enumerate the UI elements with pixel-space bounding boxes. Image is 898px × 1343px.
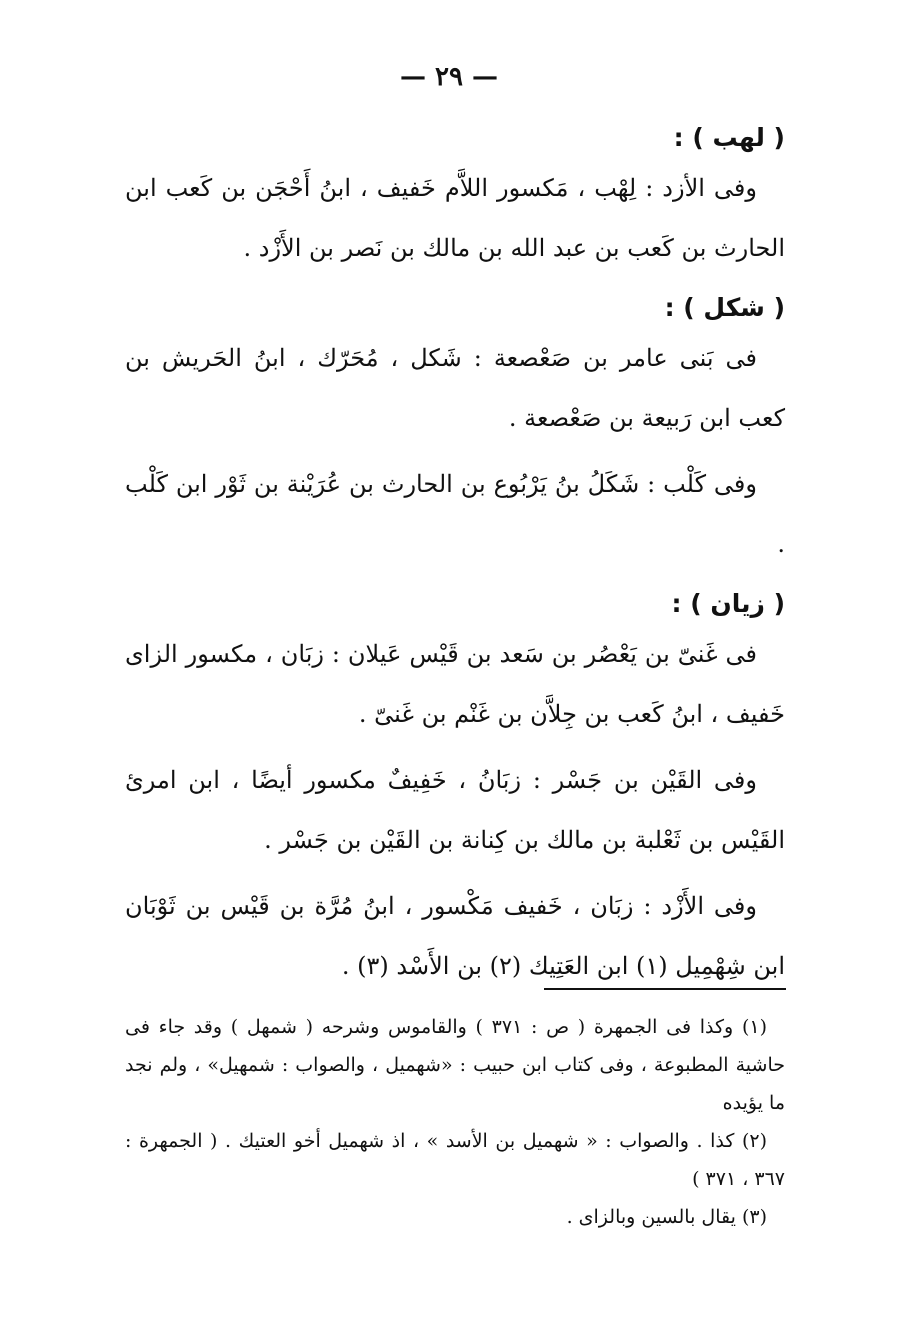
page-number: — ٢٩ — bbox=[399, 62, 499, 92]
footnotes bbox=[125, 1008, 785, 1236]
paragraph-ziyan-azd: وفى الأَزْد : زبَان ، خَفيف مَكْسور ، ابنُ مُرَّة بن قَيْس بن ثَوْبَان ابن شِهْمِيل (١) ابن العَتِيك (٢) بن الأَسْد (٣) . bbox=[125, 892, 785, 980]
paragraph-ziyan-ghani: فى غَنىّ بن يَعْصُر بن سَعد بن قَيْس عَيلان : زبَان ، مكسور الزاى خَفيف ، ابنُ كَعب بن جِلاَّن بن غَنْم بن غَنىّ . bbox=[125, 640, 785, 728]
section-heading-shakl: ( شكل ) : bbox=[664, 293, 785, 322]
footnote-2: (٢) كذا . والصواب : « شهميل بن الأسد » ، اذ شهميل أخو العتيك . ( الجمهرة : ٣٦٧ ، ٣٧١ ) bbox=[125, 1130, 785, 1190]
paragraph-shakl-amir: فى بَنى عامر بن صَعْصعة : شَكل ، مُحَرّك ، ابنُ الحَريش بن كعب ابن رَبيعة بن صَعْصعة . bbox=[125, 344, 785, 432]
footnote-3: (٣) يقال بالسين وبالزاى . bbox=[566, 1206, 767, 1228]
paragraph-ziyan-qayn: وفى القَيْن بن جَسْر : زبَانُ ، خَفِيفٌ مكسور أيضًا ، ابن امرئ القَيْس بن ثَعْلبة بن مالك بن كِنانة بن القَيْن بن جَسْر . bbox=[125, 766, 785, 854]
section-heading-ziyan: ( زيان ) : bbox=[671, 589, 785, 618]
paragraph-lahab-azd: وفى الأزد : لِهْب ، مَكسور اللاَّم خَفيف ، ابنُ أَحْجَن بن كَعب ابن الحارث بن كَعب بن عبد الله بن مالك بن نَصر بن الأَزْد . bbox=[125, 174, 785, 262]
footnote-1: (١) وكذا فى الجمهرة ( ص : ٣٧١ ) والقاموس وشرحه ( شمهل ) وقد جاء فى حاشية المطبوعة ، وفى كتاب ابن حبيب : «شهميل ، والصواب : شمهيل» ، ولم نجد ما يؤيده bbox=[125, 1016, 785, 1114]
footnote-divider bbox=[544, 988, 786, 990]
main-text bbox=[125, 118, 785, 996]
section-heading-lahab: ( لهب ) : bbox=[673, 123, 785, 152]
paragraph-shakl-kalb: وفى كَلْب : شَكَلُ بنُ يَرْبُوع بن الحارث بن عُرَيْنة بن ثَوْر ابن كَلْب . bbox=[125, 470, 785, 558]
